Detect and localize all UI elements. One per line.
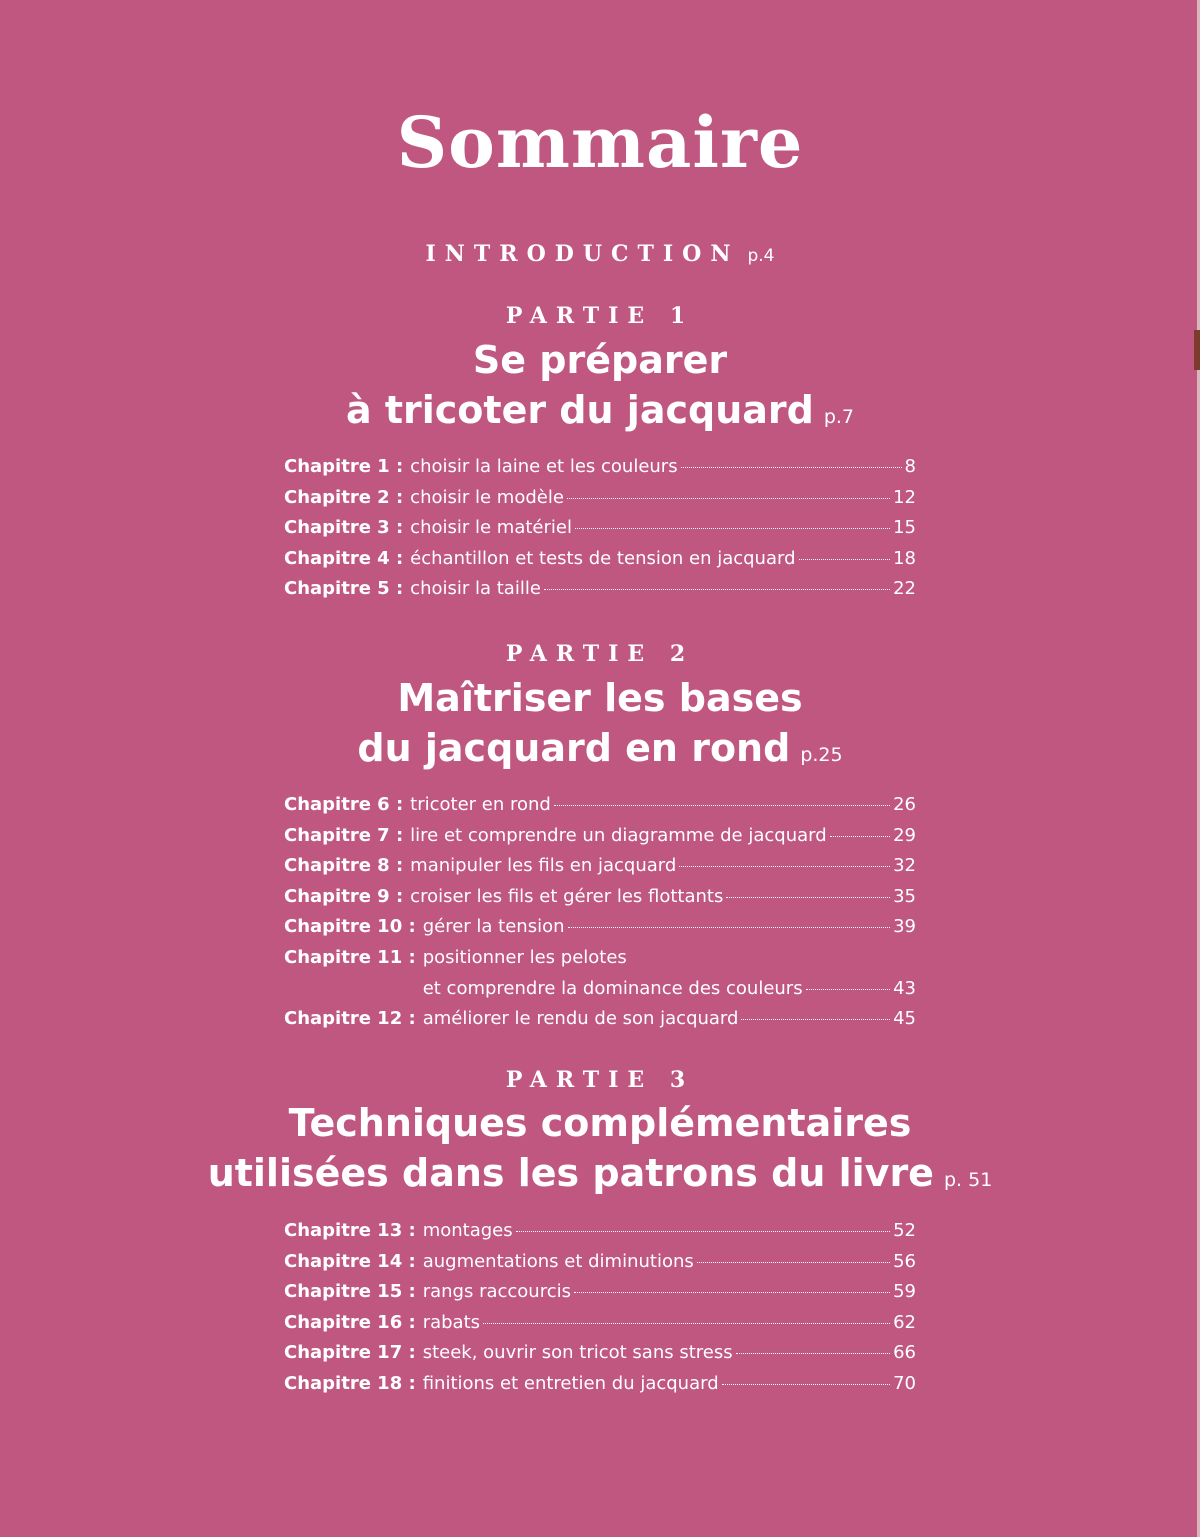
chapter-page: 66: [893, 1342, 916, 1364]
chapter-label: Chapitre 13 :: [284, 1220, 416, 1241]
chapter-label: Chapitre 7 :: [284, 824, 404, 846]
chapter-3-entry[interactable]: [284, 513, 916, 544]
chapter-label: Chapitre 10 :: [284, 916, 416, 938]
chapter-page: 29: [893, 824, 916, 846]
chapter-title: échantillon et tests de tension en jacquard: [410, 547, 796, 569]
page-title: Sommaire: [396, 101, 804, 184]
chapter-label: Chapitre 6 :: [284, 794, 404, 815]
chapter-label: Chapitre 17 :: [284, 1342, 416, 1364]
dot-leader: [483, 1323, 890, 1324]
dot-leader: [741, 1019, 890, 1020]
dot-leader: [736, 1353, 890, 1354]
chapter-label: Chapitre 12 :: [284, 1008, 416, 1030]
chapter-page: 45: [893, 1008, 916, 1030]
chapter-label: Chapitre 3 :: [284, 517, 404, 539]
part-1-title-line-2: à tricoter du jacquard p.7: [345, 388, 855, 432]
chapter-label: Chapitre 16 :: [284, 1311, 416, 1333]
chapter-page: 59: [893, 1281, 916, 1303]
chapter-18-entry[interactable]: [284, 1369, 916, 1400]
chapter-label: Chapitre 4 :: [284, 547, 404, 569]
chapter-title-line-2: et comprendre la dominance des couleurs: [422, 977, 803, 999]
chapter-1-entry[interactable]: [284, 452, 916, 483]
chapter-5-entry[interactable]: [284, 574, 916, 605]
dot-leader: [806, 989, 891, 990]
part-3-page: p. 51: [943, 1169, 993, 1191]
chapter-label: Chapitre 5 :: [284, 578, 404, 600]
dot-leader: [544, 589, 890, 590]
chapter-title: gérer la tension: [422, 916, 565, 938]
part-2-title-line-2: du jacquard en rond p.25: [357, 726, 843, 770]
chapter-title: steek, ouvrir son tricot sans stress: [422, 1342, 733, 1364]
chapter-page: 56: [893, 1250, 916, 1272]
chapter-10-entry[interactable]: [284, 912, 916, 943]
dot-leader: [681, 467, 902, 468]
chapter-title: finitions et entretien du jacquard: [422, 1372, 719, 1394]
part-3-title: [0, 1098, 1200, 1205]
introduction-label: INTRODUCTION: [425, 241, 740, 267]
chapter-title-line-1: positionner les pelotes: [422, 946, 627, 968]
chapter-17-entry[interactable]: [284, 1338, 916, 1369]
dot-leader: [516, 1231, 890, 1232]
dot-leader: [554, 805, 890, 806]
chapter-page: 52: [893, 1220, 916, 1241]
part-2-page: p.25: [800, 744, 843, 766]
chapter-label: Chapitre 8 :: [284, 855, 404, 877]
chapter-6-entry[interactable]: [284, 790, 916, 821]
part-2-label: PARTIE 2: [505, 641, 695, 667]
chapter-page: 43: [893, 977, 916, 999]
chapter-title: rabats: [422, 1311, 481, 1333]
chapter-title: choisir le matériel: [410, 517, 572, 539]
chapter-title: montages: [422, 1220, 513, 1241]
chapter-2-entry[interactable]: [284, 483, 916, 514]
part-3-title-line-2: utilisées dans les patrons du livre p. 51: [207, 1151, 993, 1195]
chapter-page: 18: [893, 547, 916, 569]
chapter-label: Chapitre 1 :: [284, 456, 404, 477]
chapter-title: manipuler les fils en jacquard: [410, 855, 677, 877]
chapter-page: 35: [893, 885, 916, 907]
chapter-page: 15: [893, 517, 916, 539]
chapter-15-entry[interactable]: [284, 1277, 916, 1308]
chapter-page: 39: [893, 916, 916, 938]
chapter-page: 62: [893, 1311, 916, 1333]
chapter-16-entry[interactable]: [284, 1308, 916, 1339]
chapter-label: Chapitre 9 :: [284, 885, 404, 907]
chapter-title: choisir la taille: [410, 578, 541, 600]
part-3-title-line-1: Techniques complémentaires: [288, 1101, 912, 1145]
chapter-title: choisir la laine et les couleurs: [410, 456, 678, 477]
chapter-page: 26: [893, 794, 916, 815]
part-2-title-line-1: Maîtriser les bases: [397, 676, 803, 720]
dot-leader: [830, 836, 890, 837]
dot-leader: [567, 498, 890, 499]
chapter-page: 22: [893, 578, 916, 600]
part-3-chapter-list: [284, 1216, 916, 1400]
chapter-label: Chapitre 18 :: [284, 1372, 416, 1394]
chapter-9-entry[interactable]: [284, 882, 916, 913]
part-1-title-line-1: Se préparer: [472, 338, 728, 382]
chapter-page: 12: [893, 486, 916, 508]
chapter-title: augmentations et diminutions: [422, 1250, 694, 1272]
dot-leader: [726, 897, 890, 898]
chapter-14-entry[interactable]: [284, 1247, 916, 1278]
introduction-entry: [0, 236, 1200, 274]
dot-leader: [722, 1384, 890, 1385]
part-3-label: PARTIE 3: [505, 1067, 695, 1093]
chapter-page: 32: [893, 855, 916, 877]
chapter-8-entry[interactable]: [284, 851, 916, 882]
dot-leader: [799, 559, 891, 560]
part-2-title: [0, 673, 1200, 780]
chapter-7-entry[interactable]: [284, 821, 916, 852]
chapter-title: tricoter en rond: [410, 794, 551, 815]
dot-leader: [568, 927, 891, 928]
chapter-title: améliorer le rendu de son jacquard: [422, 1008, 739, 1030]
chapter-page: 8: [904, 456, 916, 477]
chapter-title: croiser les fils et gérer les flottants: [410, 885, 724, 907]
chapter-label: Chapitre 14 :: [284, 1250, 416, 1272]
chapter-label: Chapitre 2 :: [284, 486, 404, 508]
chapter-title: rangs raccourcis: [422, 1281, 571, 1303]
chapter-12-entry[interactable]: [284, 1004, 916, 1035]
chapter-4-entry[interactable]: [284, 544, 916, 575]
chapter-label: Chapitre 11 :: [284, 946, 416, 968]
chapter-title: lire et comprendre un diagramme de jacquard: [410, 824, 827, 846]
chapter-11-entry[interactable]: [284, 943, 916, 1004]
chapter-page: 70: [893, 1372, 916, 1394]
dot-leader: [574, 1292, 890, 1293]
chapter-13-entry[interactable]: [284, 1216, 916, 1247]
dot-leader: [679, 866, 890, 867]
part-2-chapter-list: [284, 790, 916, 1035]
part-1-chapter-list: [284, 452, 916, 605]
part-1-page: p.7: [823, 406, 855, 428]
introduction-page: p.4: [747, 246, 775, 266]
dot-leader: [697, 1262, 890, 1263]
dot-leader: [575, 528, 890, 529]
chapter-title: choisir le modèle: [410, 486, 564, 508]
chapter-label: Chapitre 15 :: [284, 1281, 416, 1303]
part-1-label: PARTIE 1: [505, 303, 695, 329]
part-1-title: [0, 335, 1200, 442]
